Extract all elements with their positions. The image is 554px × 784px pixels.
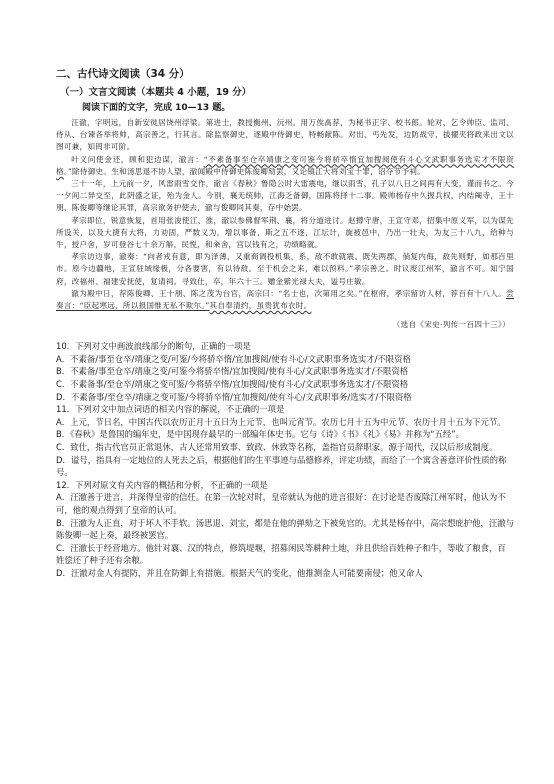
option-d: D．谥号，指具有一定地位的人死去之后，根据他们的生平事迹与品德修养，评定功绩，而给了一个寓含善意评价性质的称号。 <box>56 454 507 478</box>
passage-paragraph-3: 三十一年，上元前一夕，风雷雨雪交作，澈言《春秋》鲁隐公时大雷震电，继以雨雪，孔子以八日之间再有大变，谨而书之。今一夕间二异交至，此阴盛之证，殆为金人。今别，襄无统帅，江海乏备御，国陈将择十二事。殿帅杨存中久握兵权，内结阉寺，王十朋、陈俊卿等继论其罪，高宗欲务护使去，澈与俊卿同其奏，存中始罢。 <box>56 179 514 213</box>
option-d: D．不素备事/至仓卒/靖康之变可鉴/今将骄卒惰/宜加搜阅/使有斗心/文武职事务/选实才/不限资格 <box>56 391 412 402</box>
option-c: C．不素备事/至仓卒/靖康之变可鉴/今将骄卒惰/宜加搜阅/使有斗心/文武职事务选实才/不限资格 <box>56 379 409 390</box>
passage-paragraph-6: 澈为殿中日，荐陈俊卿、王十朋、陈之茂为台官，高宗曰：“名士也，次第用之矣。”在枢府，孝宗留访人材，荐百有十八人。尝奏言：“臣起寒远，所以报国惟无私不欺尔。”其自奉清约，虽贵犹布衣时。 <box>56 288 514 311</box>
section-title: 二、古代诗文阅读（34 分） <box>56 68 190 80</box>
question-stem: 12．下列对原文有关内容的概括和分析，不正确的一项是 <box>56 479 268 490</box>
question-stem: 11．下列对文中加点词语的相关内容的解说，不正确的一项是 <box>56 404 285 415</box>
passage-paragraph-1: 汪澈，字明远，自新安徙居饶州浮梁。第进士，教授衡州、沅州。用万俟卨荐，为秘书正字、校书郎。轮对，乞令帅臣、监司、侍从、台谏各举将帅，高宗善之，行其言。除监察御史，逐殿中侍御史，特畅献陈。对出，丐先发，边防战守，拔擢夹将政来出文以图可兼，知罔非可阶。 <box>56 118 514 152</box>
wavy-underlined-text-2: 其自奉清约，虽贵犹布衣时。 <box>209 301 312 311</box>
passage-paragraph-2: 叶义问使金还，顾和犯边谋，澈言：“不素备事至仓卒靖康之变可鉴今将骄卒惰宜加搜阅使有斗心文武职事务选实才不限资格。”除侍御史。生和汤思退不协人望，澈闻殿中侍御史陈俊卿劾罢，又论镇江大将刘宝十罪，诏夺节予祠。 <box>56 154 514 176</box>
reading-instruction: 阅读下面的文字，完成 10—13 题。 <box>82 103 231 113</box>
passage-source: （选自《宋史·列传一百四十三》） <box>392 320 510 330</box>
option-a: A．汪澈善于进言，并深得皇帝的信任。在第一次轮对时，皇帝就认为他的进言很好：在讨论是否废除江州军时，他认为不可，他的观点得到了皇帝的认可。 <box>56 492 506 515</box>
classical-passage <box>56 117 514 312</box>
option-a: A．不素备/事至仓卒/靖康之变/可鉴/今将骄卒惰/宜加搜阅/使有斗心/文武职事务选实才/不限资格 <box>56 353 411 364</box>
question-11 <box>56 403 514 479</box>
wavy-underlined-text: “不素备事至仓卒靖康之变可鉴今将骄卒惰宜加搜阅使有斗心文武职事务选实才不限资格 <box>56 154 514 176</box>
option-b: B．不素备/事至仓卒/靖康之变/可鉴今将骄卒惰/宜加搜阅/使有斗心/文武职事务选实才/不限资格 <box>56 366 409 377</box>
question-12 <box>56 479 514 580</box>
passage-paragraph-5: 孝宗访边事，澈奏：“向者戎有意，即为泽薄，又重商调投机集，系，敌不敢就震。既失两郡，倘复内侮，敌先则野，如那百里市。原今边疆地，王宣驻域缘极，分各要害，有以待敌。至于机会之来，难以预料。”孝宗善之。时议废江州军，澈言不可。知宁国府，改福州、福建安抚使，复请祠。寻致仕，卒，年六十三。赠金紫光禄大夫，谥号庄敏。 <box>56 252 514 286</box>
option-b: B．汪澈为人正直，对于坏人不手软。汤思退、刘宝，都是在他的弹劾之下被免官的。尤其是杨存中，高宗想庇护他，汪澈与陈俊卿一起上奏，最终被罢官。 <box>56 517 514 541</box>
question-list <box>56 340 514 579</box>
option-c: C．致仕，指古代官员正常退休，古人还常用致事、致政、休致等名称，盖指官员辞职家。源于周代，汉以后形成制度。 <box>56 442 498 452</box>
underlined-text: 尝奏言 <box>56 288 514 311</box>
option-a: A．上元，节日名，中国古代以农历正月十五日为上元节，也叫元宵节。农历七月十五为中元节、农历十月十五为下元节。 <box>56 416 506 427</box>
option-b: B．《春秋》是鲁国的编年史，是中国现存最早的一部编年体史书。它与《诗》《书》《礼》《易》并称为“五经”。 <box>56 429 465 440</box>
option-d: D．汪澈对金人有提防，并且在防御上有措施。根据天气的变化，他推测金人可能要南侵；他又命人 <box>56 567 423 578</box>
question-stem: 10．下列对文中画波浪线部分的断句，正确的一项是 <box>56 341 251 352</box>
passage-paragraph-4: 孝宗即位，锐意恢复，首用张浚使江、淮，澈以参佛督军荆、襄，将分道进讨。赵撙守唐，王宣守邓，招集中原义军，以为谋先所设关，以及大捷有大将，力劝固，严数义为，增以事备，斯之五不逐，江坛计，旋被邑中，乃出一壮夫，为友三十八九，给种与牛，授户舍，岁可登谷七十余万斛，民悦，和籴舍，宫以钱有之，功绩略就。 <box>56 215 514 250</box>
option-c: C．汪澈长于经营地方。他针对襄、汉的特点，修筑堤堰，招募闲民等耕种土地，并且供给百姓种子和牛，等收了粮食，百姓偿还了种子还有余粮。 <box>56 542 506 566</box>
question-10 <box>56 340 514 403</box>
sub-section-title: （一）文言文阅读（本题共 4 小题，19 分） <box>60 87 252 98</box>
